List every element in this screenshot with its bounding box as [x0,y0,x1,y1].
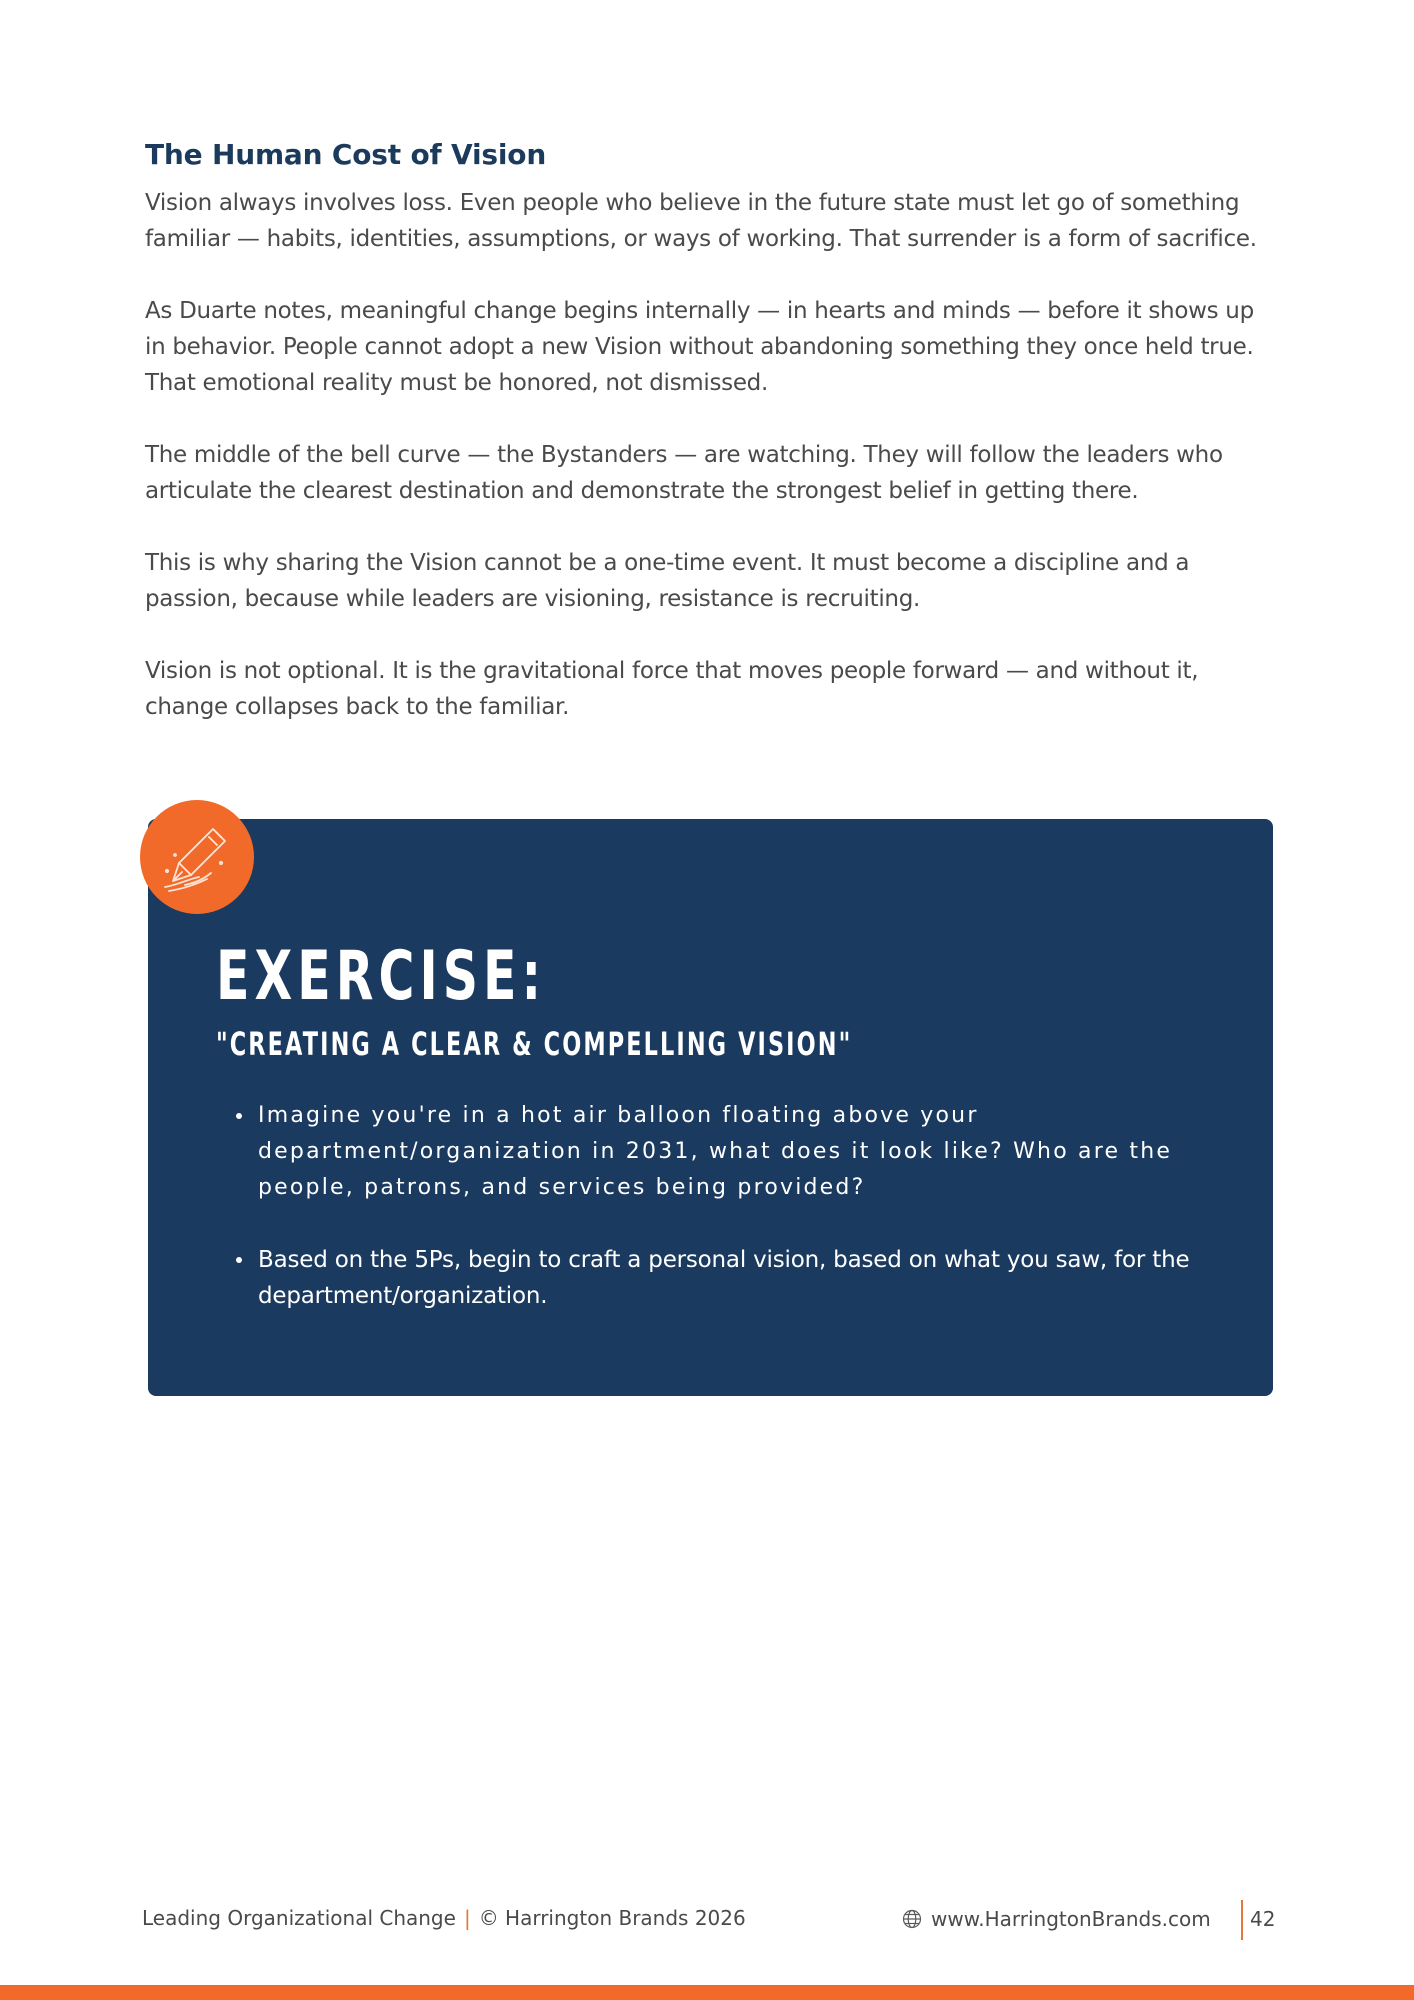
body-paragraph: Vision is not optional. It is the gravitational force that moves people forward — and without it, change collapses back to the familiar. [145,658,1199,720]
exercise-badge [140,800,254,914]
footer [142,1900,1276,1940]
footer-website[interactable] [902,1907,1211,1931]
globe-icon [902,1909,922,1929]
section-heading: The Human Cost of Vision [145,138,547,171]
footer-copyright: © Harrington Brands 2026 [478,1906,746,1930]
body-paragraph: This is why sharing the Vision cannot be a one-time event. It must become a discipline and a passion, because while leaders are visioning, resistance is recruiting. [145,550,1190,612]
body-paragraph: Vision always involves loss. Even people who believe in the future state must let go of something familiar — habits, identities, assumptions, or ways of working. That surrender is a form of sacrifice. [145,190,1257,252]
body-paragraph: As Duarte notes, meaningful change begins internally — in hearts and minds — before it shows up in behavior. People cannot adopt a new Vision without abandoning something they once held true. That emotional reality must be honored, not dismissed. [145,298,1254,396]
exercise-title: EXERCISE: [216,937,547,1016]
footer-title: Leading Organizational Change [142,1906,456,1930]
pen-icon [155,815,239,899]
footer-left [142,1906,746,1930]
website-link[interactable]: www.HarringtonBrands.com [931,1907,1211,1931]
page-number-divider [1241,1900,1243,1940]
exercise-bullet: Imagine you're in a hot air balloon floating above your department/organization in 2031, what does it look like? Who are the people, patrons, and services being provided? [258,1098,1218,1206]
exercise-bullet: Based on the 5Ps, begin to craft a personal vision, based on what you saw, for the department/organization. [258,1242,1218,1314]
body-paragraph: The middle of the bell curve — the Bystanders — are watching. They will follow the leaders who articulate the clearest destination and demonstrate the strongest belief in getting there. [145,442,1223,504]
page-content [145,138,1275,761]
exercise-subtitle: "CREATING A CLEAR & COMPELLING VISION" [216,1025,853,1063]
exercise-card [148,819,1273,1396]
page-number: 42 [1250,1907,1276,1931]
exercise-list [258,1098,1218,1350]
footer-separator: | [463,1906,471,1930]
bottom-accent-bar [0,1985,1414,2000]
